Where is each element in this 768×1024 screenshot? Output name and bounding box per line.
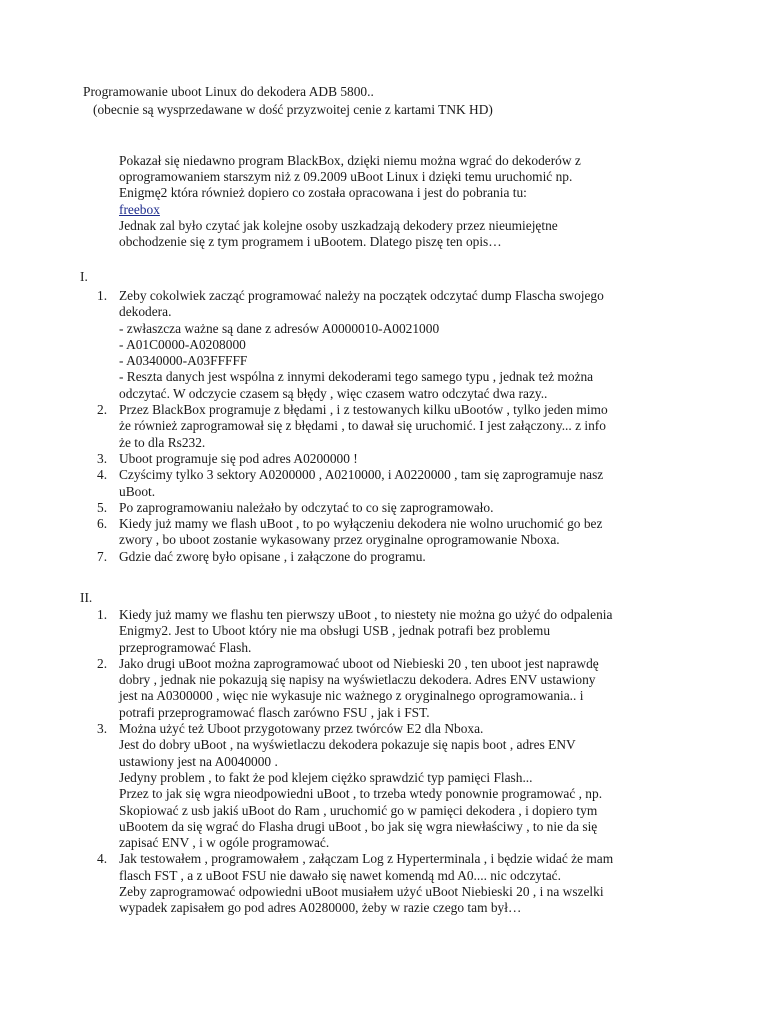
list-item bbox=[80, 516, 720, 549]
list-item-line: - Reszta danych jest wspólna z innymi dekoderami tego samego typu , jednak też można bbox=[119, 369, 594, 385]
intro-paragraph bbox=[119, 153, 679, 250]
section-label-1: I. bbox=[80, 269, 88, 284]
list-item-line: Enigmy2. Jest to Uboot który nie ma obsługi USB , jednak potrafi bez problemu bbox=[119, 623, 551, 639]
list-item bbox=[80, 402, 720, 451]
list-item-number: 3. bbox=[97, 721, 108, 737]
list-item bbox=[80, 656, 720, 721]
list-item-line: jest na A0300000 , więc nie wykasuje nic ważnego z oryginalnego oprogramowania.. i bbox=[119, 688, 584, 704]
list-item-line: Gdzie dać zworę było opisane , i załączone do programu. bbox=[119, 548, 426, 564]
list-item-line: Uboot programuje się pod adres A0200000 ! bbox=[119, 450, 358, 466]
list-item bbox=[80, 607, 720, 656]
list-item-line: - zwłaszcza ważne są dane z adresów A0000010-A0021000 bbox=[119, 320, 440, 336]
list-item-number: 1. bbox=[97, 607, 108, 622]
list-item-line: Przez BlackBox programuje z błędami , i z testowanych kilku uBootów , tylko jeden mimo bbox=[119, 402, 608, 418]
list-item-line: zapisać ENV , i w ogóle programować. bbox=[119, 835, 330, 851]
section-label-2: II. bbox=[80, 590, 93, 605]
document-title bbox=[83, 83, 493, 119]
list-item-line: dobry , jednak nie pokazują się napisy na wyświetlaczu dekodera. Adres ENV ustawiony bbox=[119, 672, 596, 688]
intro-line: Pokazał się niedawno program BlackBox, dzięki niemu można wgrać do dekoderów z bbox=[119, 153, 581, 168]
list-item-number: 2. bbox=[97, 655, 108, 671]
title-line: Programowanie uboot Linux do dekodera ADB 5800.. bbox=[83, 84, 374, 99]
intro-line: oprogramowaniem starszym niż z 09.2009 uBoot Linux i dzięki temu uruchomić np. bbox=[119, 169, 573, 185]
list-item-number: 4. bbox=[97, 467, 108, 483]
list-item-line: Kiedy już mamy we flash uBoot , to po wyłączeniu dekodera nie wolno uruchomić go bez bbox=[119, 516, 603, 532]
list-item-number: 2. bbox=[97, 402, 108, 418]
list-item bbox=[80, 451, 720, 467]
list-item-line: wypadek zapisałem go pod adres A0280000, żeby w razie czego tam był… bbox=[119, 900, 522, 916]
list-item-line: że również zaprogramował się z błędami , to dawał się uruchomić. I jest załączony... z info bbox=[119, 418, 606, 434]
list-item-line: Po zaprogramowaniu należało by odczytać to co się zaprogramowało. bbox=[119, 499, 494, 515]
list-item-line: - A0340000-A03FFFFF bbox=[119, 353, 248, 369]
freebox-link[interactable]: freebox bbox=[119, 201, 160, 217]
list-item-line: Czyścimy tylko 3 sektory A0200000 , A0210000, i A0220000 , tam się zaprogramuje nasz bbox=[119, 467, 604, 483]
list-item bbox=[80, 721, 720, 851]
list-item-line: Przez to jak się wgra nieodpowiedni uBoot , to trzeba wtedy ponownie programować , np. bbox=[119, 786, 603, 802]
intro-line: obchodzenie się z tym programem i uBootem. Dlatego piszę ten opis… bbox=[119, 234, 502, 250]
list-item-number: 7. bbox=[97, 548, 108, 564]
list-item bbox=[80, 467, 720, 500]
list-item-line: Zeby cokolwiek zacząć programować należy na początek odczytać dump Flascha swojego bbox=[119, 288, 604, 303]
list-item bbox=[80, 549, 720, 565]
list-item-line: Skopiować z usb jakiś uBoot do Ram , uruchomić go w pamięci dekodera , i dopiero tym bbox=[119, 802, 598, 818]
list-item-line: potrafi przeprogramować flasch zarówno FSU , jak i FST. bbox=[119, 704, 430, 720]
list-item-line: że to dla Rs232. bbox=[119, 434, 206, 450]
list-item-number: 6. bbox=[97, 516, 108, 532]
list-item-line: Zeby zaprogramować odpowiedni uBoot musiałem użyć uBoot Niebieski 20 , i na wszelki bbox=[119, 884, 604, 900]
list-item-line: ustawiony jest na A0040000 . bbox=[119, 753, 278, 769]
section-2-list bbox=[80, 607, 720, 917]
list-item-number: 4. bbox=[97, 851, 108, 867]
list-item bbox=[80, 851, 720, 916]
list-item-line: Jak testowałem , programowałem , załączam Log z Hyperterminala , i będzie widać że mam bbox=[119, 851, 614, 867]
list-item-line: odczytać. W odczycie czasem są błędy , więc czasem watro odczytać dwa razy.. bbox=[119, 385, 548, 401]
intro-line: Jednak zal było czytać jak kolejne osoby uszkadzają dekodery przez nieumiejętne bbox=[119, 217, 558, 233]
list-item-line: Można użyć też Uboot przygotowany przez twórców E2 dla Nboxa. bbox=[119, 721, 484, 737]
list-item-line: Kiedy już mamy we flashu ten pierwszy uBoot , to niestety nie można go użyć do odpalenia bbox=[119, 607, 613, 622]
list-item-line: uBoot. bbox=[119, 483, 156, 499]
list-item-line: dekodera. bbox=[119, 304, 172, 320]
list-item-line: przeprogramować Flash. bbox=[119, 639, 252, 655]
subtitle-line: (obecnie są wysprzedawane w dość przyzwoitej cenie z kartami TNK HD) bbox=[93, 102, 493, 117]
list-item-line: Jedyny problem , to fakt że pod klejem ciężko sprawdzić typ pamięci Flash... bbox=[119, 769, 533, 785]
list-item-line: uBootem da się wgrać do Flasha drugi uBoot , bo jak się wgra niewłaściwy , to nie da się bbox=[119, 818, 598, 834]
list-item-number: 5. bbox=[97, 499, 108, 515]
list-item-line: flasch FST , a z uBoot FSU nie dawało się nawet komendą md A0.... nic odczytać. bbox=[119, 867, 561, 883]
list-item bbox=[80, 288, 720, 402]
list-item-line: - A01C0000-A0208000 bbox=[119, 336, 246, 352]
list-item-line: zwory , bo uboot zostanie wykasowany przez oryginalne oprogramowanie Nboxa. bbox=[119, 532, 560, 548]
section-1-list bbox=[80, 288, 720, 565]
list-item-number: 1. bbox=[97, 288, 108, 303]
list-item-line: Jako drugi uBoot można zaprogramować uboot od Niebieski 20 , ten uboot jest naprawdę bbox=[119, 655, 599, 671]
list-item-number: 3. bbox=[97, 450, 108, 466]
intro-line: Enigmę2 która również dopiero co została opracowana i jest do pobrania tu: bbox=[119, 185, 527, 201]
list-item-line: Jest do dobry uBoot , na wyświetlaczu dekodera pokazuje się napis boot , adres ENV bbox=[119, 737, 576, 753]
list-item bbox=[80, 500, 720, 516]
